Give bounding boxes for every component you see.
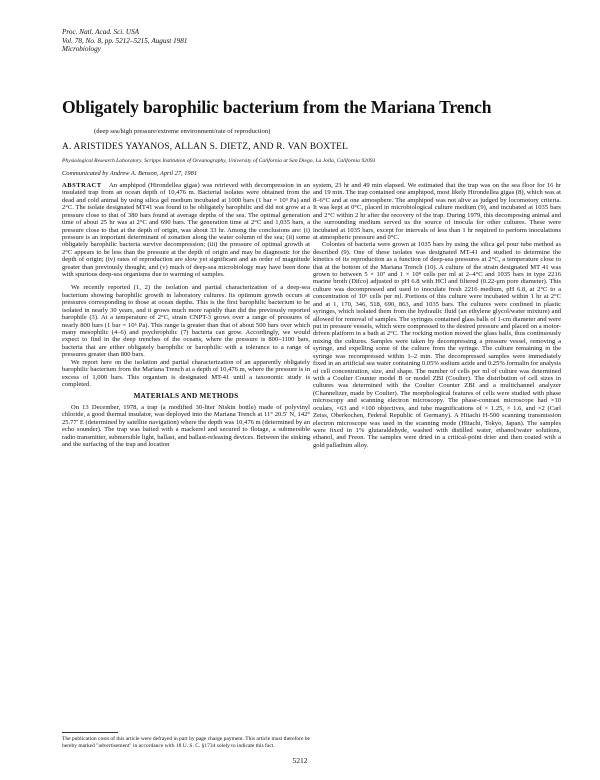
left-column xyxy=(62,182,310,448)
methods-paragraph-1: On 13 December, 1978, a trap (a modified 30-liter Niskin bottle) made of polyvinyl chloride, a good thermal insulator, was deployed into the Mariana Trench at 11° 20.5′ N, 142° 25.77′ E (determined by satellite navigation) where the depth was 10,476 m (determined by an echo sounder). The trap was baited with a mackerel and secured to flotage, a submersible radio transmitter, submersible light, ballast, and ballast-releasing devices. Between the sinking and the surfacing of the trap and location xyxy=(62,403,310,448)
methods-heading: MATERIALS AND METHODS xyxy=(133,392,239,401)
right-paragraph-1: system, 23 hr and 49 min elapsed. We estimated that the trap was on the sea floor for 16 hr and 19 min. The trap contained one amphipod, most likely Hirondellea gigas (8), which was at 8–6°C and at one atmosphere. The amphipod was not alive as judged by locomotory criteria. It was kept at 0°C, placed in microbiological culture medium (9), and incubated at 1035 bars and 2°C within 2 hr after the recovery of the trap. During 1979, this decomposing animal and the surrounding medium served us the source of inocula for other cultures. These were incubated at 1035 bars, except for intervals of less than 1 hr required to perform inoculations at atmospheric pressure and 0°C. xyxy=(313,182,561,241)
abstract xyxy=(62,182,310,278)
article-title: Obligately barophilic bacterium from the Mariana Trench xyxy=(62,97,492,117)
intro-paragraph-2: We report here on the isolation and partial characterization of an apparently obligately barophilic bacterium from the Mariana Trench at a depth of 10,476 m, where the pressure is in excess of 1,000 bars. This organism is designated MT-41 until a taxonomic study is completed. xyxy=(62,358,310,388)
footnote: The publication costs of this article were defrayed in part by page charge payment. This article must therefore be hereby marked "advertisement" in accordance with 18 U. S. C. §1734 solely to indicate this fact. xyxy=(62,736,310,749)
intro-paragraph-1: We recently reported (1, 2) the isolation and partial characterization of a deep-sea bacterium showing barophilic growth in laboratory cultures. Its optimum growth occurs at pressures corresponding to those at ocean depths. This is the first barophilic bacterium to be isolated in nearly 30 years, and it grows much more rapidly than did the previously reported barophile (3). At a temperature of 2°C, strain CNPT-3 grows over a range of pressures of nearly 800 bars (1 bar = 10⁵ Pa). This range is greater than that of about 500 bars over which many mesophilic (4–6) and psychrophilic (7) bacteria can grow. Accordingly, we would expect to find in the deep trenches of the oceans, where the pressure is 800–1100 bars, bacteria that are either obligately barophilic or barophilic with a tolerance to a range of pressures greater than 800 bars. xyxy=(62,284,310,359)
author-list: A. ARISTIDES YAYANOS, ALLAN S. DIETZ, AND R. VAN BOXTEL xyxy=(62,142,349,152)
right-column xyxy=(313,182,561,449)
journal-name: Proc. Natl. Acad. Sci. USA xyxy=(62,28,140,36)
page-number: 5212 xyxy=(292,756,308,765)
article-keywords: (deep sea/high pressure/extreme environment/rate of reproduction) xyxy=(94,128,271,135)
download-sidebar xyxy=(3,640,11,770)
journal-header xyxy=(62,28,187,54)
footnote-rule xyxy=(62,732,118,733)
field-label: Microbiology xyxy=(62,45,101,54)
abstract-text: An amphipod (Hirondellea gigas) was retrieved with decompression in an insulated trap from an ocean depth of 10,476 m. Bacterial isolates were obtained from the dead and cold animal by using silica gel medium incubated at 1000 bars (1 bar = 10⁵ Pa) and 2°C. The isolate designated MT41 was found to be obligately barophilic and did not grow at a pressure close to that of 380 bars found at average depths of the sea. The optimal generation time of about 25 hr was at 2°C and 690 bars. The generation time at 2°C and 1,035 bars, a pressure close to that at the depth of origin, was about 33 hr. Among the conclusions are: (i) pressure is an important determinant of zonation along the water column of the sea; (ii) some obligately barophilic bacteria survive decompression; (iii) the pressure of optimal growth at 2°C appears to be less than the pressure at the depth of origin and may be diagnostic for the depth of origin; (iv) rates of reproduction are slow yet significant and an order of magnitude greater than previously thought; and (v) much of deep-sea microbiology may have been done with spurious deep-sea organisms due to warming of samples. xyxy=(62,182,310,279)
affiliation: Physiological Research Laboratory, Scripps Institution of Oceanography, University of California at San Diego, La Jolla, California 92093 xyxy=(62,158,376,164)
volume-line: Vol. 78, No. 8, pp. 5212–5215, August 1981 xyxy=(62,36,188,45)
communicated-line: Communicated by Andrew A. Benson, April 27, 1981 xyxy=(62,170,198,177)
abstract-label: ABSTRACT xyxy=(62,182,102,189)
right-paragraph-2: Colonies of bacteria were grown at 1035 bars by using the silica gel pour tube method as described (9). One of these isolates was designated MT-41 and studied to determine the kinetics of its reproduction as a function of deep-sea pressures at 2°C, a temperature close to that at the bottom of the Mariana Trench (10). A culture of the strain designated MT 41 was grown to between 5 × 10⁷ and 1 × 10⁸ cells per ml at 2–4°C and 1035 bars in type 2216 marine broth (Difco) adjusted to pH 6.8 with HCl and filtered (0.22-μm pore diameter). This culture was decompressed and used to inoculate fresh 2216 medium, pH 6.8, at 2°C to a concentration of 10⁶ cells per ml. Portions of this culture were incubated within 1 hr at 2°C and at 1, 170, 346, 518, 690, 863, and 1035 bars. The cultures were confined in plastic syringes, which isolated them from the hydraulic fluid (an ethylene glycol/water mixture) and allowed for removal of samples. The syringes contained glass balls of 1-cm diameter and were put in pressure vessels, which were compressed to the desired pressure and placed on a motor-driven platform in a bath at 2°C. The rocking motion moved the glass balls, thus continuously mixing the cultures. Samples were taken by decompressing a pressure vessel, removing a syringe, and expelling some of the culture from the syringe. The culture remaining in the syringe was recompressed within 1–2 min. The decompressed samples were immediately fixed in an artificial sea water containing 0.05% sodium azide and 0.25% formalin for analysis of cell concentration, size, and shape. The number of cells per ml of culture was determined with a Coulter Counter model B or model ZBI (Coulter). The distribution of cell sizes in cultures was determined with the Coulter Counter ZBI and a multichannel analyzer (Channelizer, made by Coulter). The morphological features of cells were studied with phase microscopy and scanning electron microscopy. The phase-contrast microscope had ×10 oculars, ×63 and ×100 objectives, and tube magnifications of × 1.25, × 1.6, and ×2 (Carl Zeiss, Oberkochen, Federal Republic of Germany). A Hitachi H-500 scanning transmission electron microscope was used in the scanning mode (Hitachi, Tokyo, Japan). The samples were fixed in 1% glutaraldehyde, washed with distilled water, ethanol/water solutions, ethanol, and Freon. The samples were dried in a critical-point drier and then coated with a gold palladium alloy. xyxy=(313,241,561,449)
